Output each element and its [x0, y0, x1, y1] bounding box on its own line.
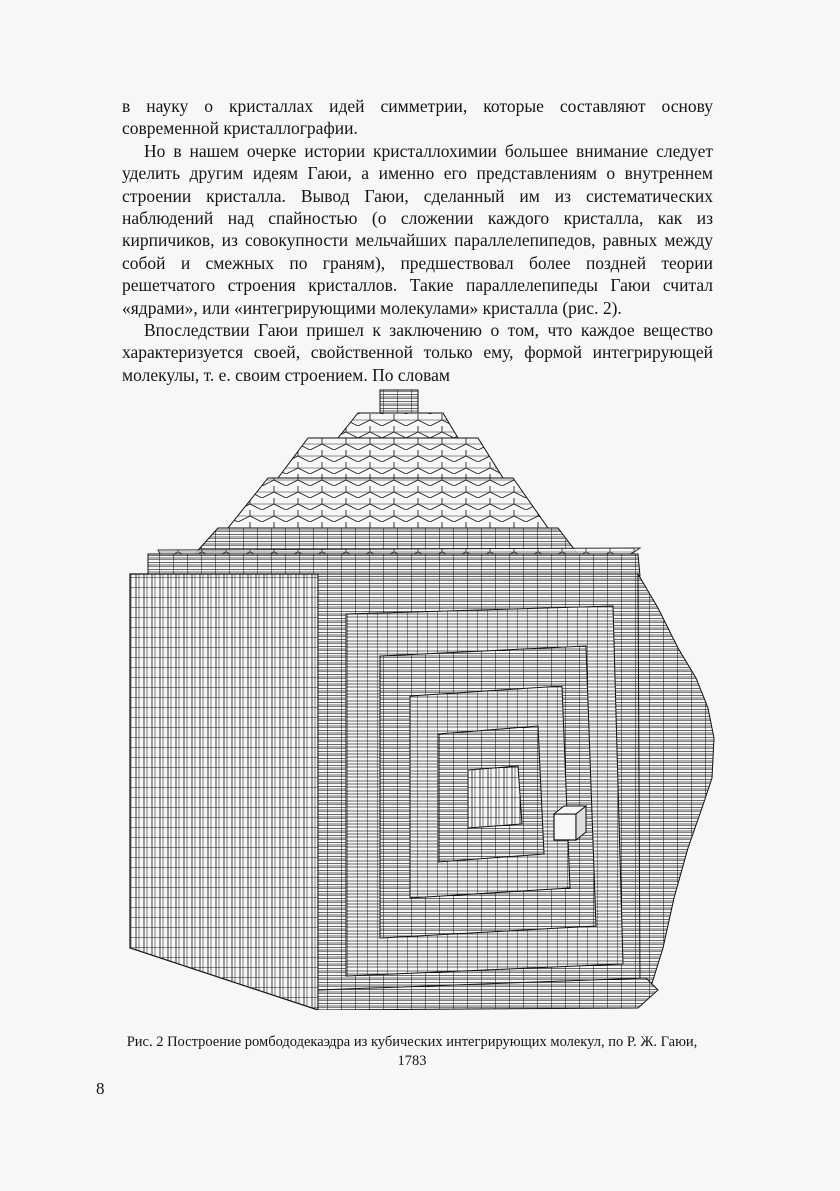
pyramid-top — [148, 390, 640, 578]
figure-caption: Рис. 2 Построение ромбододекаэдра из кубических интегрирующих молекул, по Р. Ж. Гаюи, 1783 — [126, 1034, 698, 1069]
paragraph-2: Но в нашем очерке истории кристаллохимии большее внимание следует уделить другим идеям Гаюи, а именно его представлениям о внутреннем строении кристалла. Вывод Гаюи, сделанный им из систематических наблюдений над спайностью (о сложении каждого кристалла, как из кирпичиков, из совокупности мельчайших параллелепипедов, равных между собой и смежных по граням), предшествовал более поздней теории решетчатого строения кристаллов. Такие параллелепипеды Гаюи считал «ядрами», или «интегрирующими молекулами» кристалла (рис. 2). — [122, 140, 713, 318]
paragraph-3: Впоследствии Гаюи пришел к заключению о том, что каждое вещество характеризуется своей, свойственной только ему, формой интегрирующей молекулы, т. е. своим строением. По словам — [122, 320, 713, 385]
paragraph-1: в науку о кристаллах идей симметрии, которые составляют основу современной кристаллографии. — [122, 96, 713, 139]
right-stepped-edge — [638, 574, 714, 996]
body-text — [122, 95, 713, 386]
rhombic-dodecahedron-figure — [118, 378, 723, 1010]
page-number: 8 — [96, 1079, 105, 1098]
front-stepped-face — [318, 574, 646, 1010]
left-cube-face — [130, 574, 318, 1010]
